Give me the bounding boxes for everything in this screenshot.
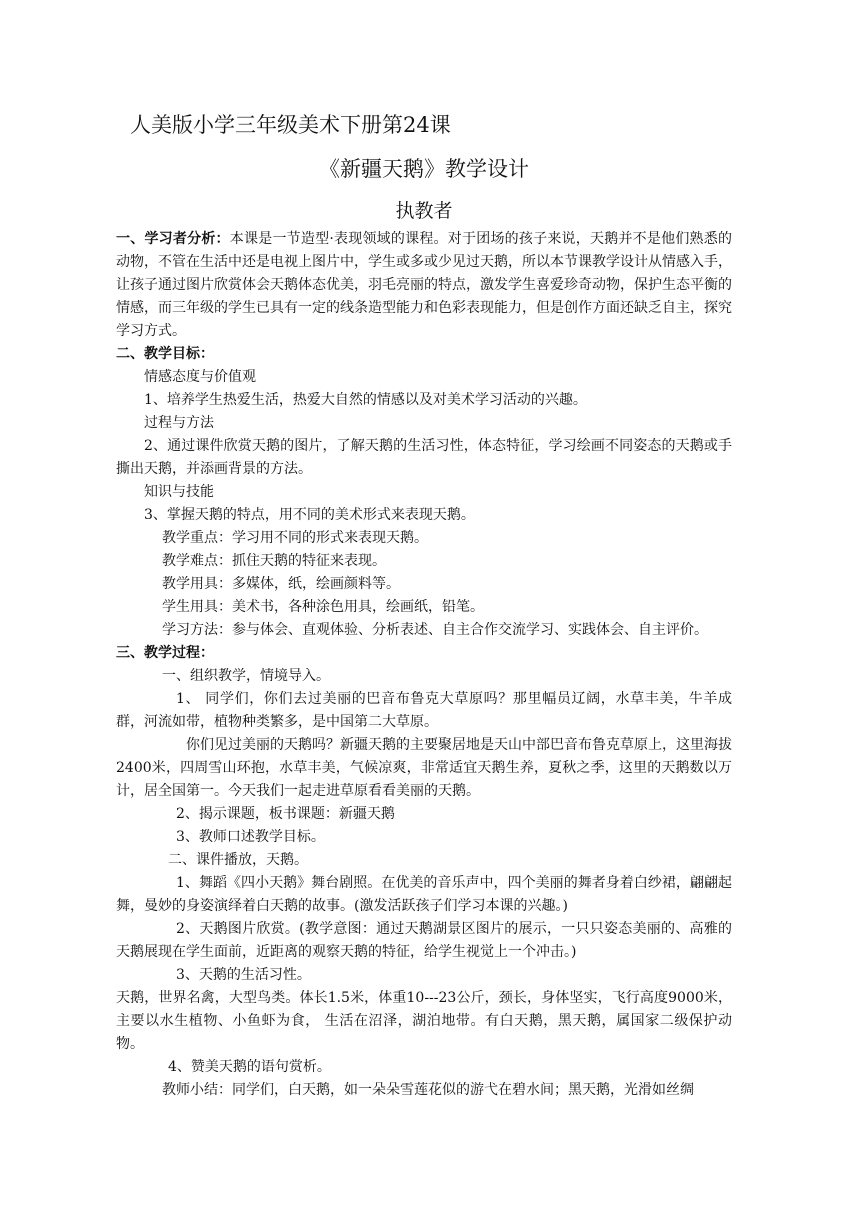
process-paragraph: 4、赞美天鹅的语句赏析。 xyxy=(168,1059,331,1075)
process-paragraph: 教师小结：同学们，白天鹅，如一朵朵雪莲花似的游弋在碧水间；黑天鹅，光滑如丝绸 xyxy=(162,1082,694,1098)
section-heading: 三、教学过程： xyxy=(116,645,214,661)
process-step: 二、课件播放，天鹅。 xyxy=(168,852,308,868)
lesson-title: 《新疆天鹅》教学设计 xyxy=(319,157,529,181)
objective-item: 2、通过课件欣赏天鹅的图片，了解天鹅的生活习性，体态特征，学习绘画不同姿态的天鹅或手撕出天鹅，并添画背景的方法。 xyxy=(116,438,732,477)
teaching-key-point: 教学重点：学习用不同的形式来表现天鹅。 xyxy=(162,530,428,546)
teaching-tools: 教学用具：多媒体，纸，绘画颜料等。 xyxy=(162,576,400,592)
process-paragraph: 1、舞蹈《四小天鹅》舞台剧照。在优美的音乐声中，四个美丽的舞者身着白纱裙，翩翩起舞，曼妙的身姿演绎着白天鹅的故事。(激发活跃孩子们学习本课的兴趣。) xyxy=(116,875,732,914)
learning-method: 学习方法：参与体会、直观体验、分析表述、自主合作交流学习、实践体会、自主评价。 xyxy=(162,622,708,638)
objective-subheading: 过程与方法 xyxy=(144,415,214,431)
objective-subheading: 知识与技能 xyxy=(144,484,214,500)
process-paragraph: 3、天鹅的生活习性。 xyxy=(176,967,311,983)
course-title: 人美版小学三年级美术下册第24课 xyxy=(130,113,451,137)
process-paragraph: 天鹅，世界名禽，大型鸟类。体长1.5米，体重10---23公斤，颈长，身体坚实，飞行高度9000米，主要以水生植物、小鱼虾为食， 生活在沼泽，湖泊地带。有白天鹅，黑天鹅，属国家二级保护动物。 xyxy=(116,990,732,1052)
process-paragraph: 2、天鹅图片欣赏。(教学意图：通过天鹅湖景区图片的展示，一只只姿态美丽的、高雅的天鹅展现在学生面前，近距离的观察天鹅的特征，给学生视觉上一个冲击。) xyxy=(116,921,732,960)
process-step: 一、组织教学，情境导入。 xyxy=(162,668,330,684)
section-learner-analysis xyxy=(116,228,732,343)
process-paragraph: 你们见过美丽的天鹅吗？新疆天鹅的主要聚居地是天山中部巴音布鲁克草原上，这里海拔2400米，四周雪山环抱，水草丰美，气候凉爽，非常适宜天鹅生养，夏秋之季，这里的天鹅数以万计，居全国第一。今天我们一起走进草原看看美丽的天鹅。 xyxy=(116,737,732,799)
section-text: 本课是一节造型·表现领域的课程。对于团场的孩子来说，天鹅并不是他们熟悉的动物，不管在生活中还是电视上图片中，学生或多或少见过天鹅，所以本节课教学设计从情感入手，让孩子通过图片欣赏体会天鹅体态优美，羽毛亮丽的特点，激发学生喜爱珍奇动物，保护生态平衡的情感，而三年级的学生已具有一定的线条造型能力和色彩表现能力，但是创作方面还缺乏自主，探究学习方式。 xyxy=(116,231,733,339)
section-heading: 二、教学目标： xyxy=(116,346,214,362)
objective-item: 3、掌握天鹅的特点，用不同的美术形式来表现天鹅。 xyxy=(144,507,475,523)
student-tools: 学生用具：美术书，各种涂色用具，绘画纸，铅笔。 xyxy=(162,599,484,615)
section-heading: 一、学习者分析： xyxy=(116,231,230,247)
process-paragraph: 1、 同学们，你们去过美丽的巴音布鲁克大草原吗？那里幅员辽阔，水草丰美，牛羊成群，河流如带，植物种类繁多，是中国第二大草原。 xyxy=(116,691,732,730)
process-paragraph: 3、教师口述教学目标。 xyxy=(176,829,325,845)
teaching-difficulty: 教学难点：抓住天鹅的特征来表现。 xyxy=(162,553,386,569)
process-paragraph: 2、揭示课题，板书课题：新疆天鹅 xyxy=(176,806,395,822)
objective-subheading: 情感态度与价值观 xyxy=(144,369,256,385)
author-label: 执教者 xyxy=(395,200,453,222)
objective-item: 1、培养学生热爱生活，热爱大自然的情感以及对美术学习活动的兴趣。 xyxy=(144,392,587,408)
